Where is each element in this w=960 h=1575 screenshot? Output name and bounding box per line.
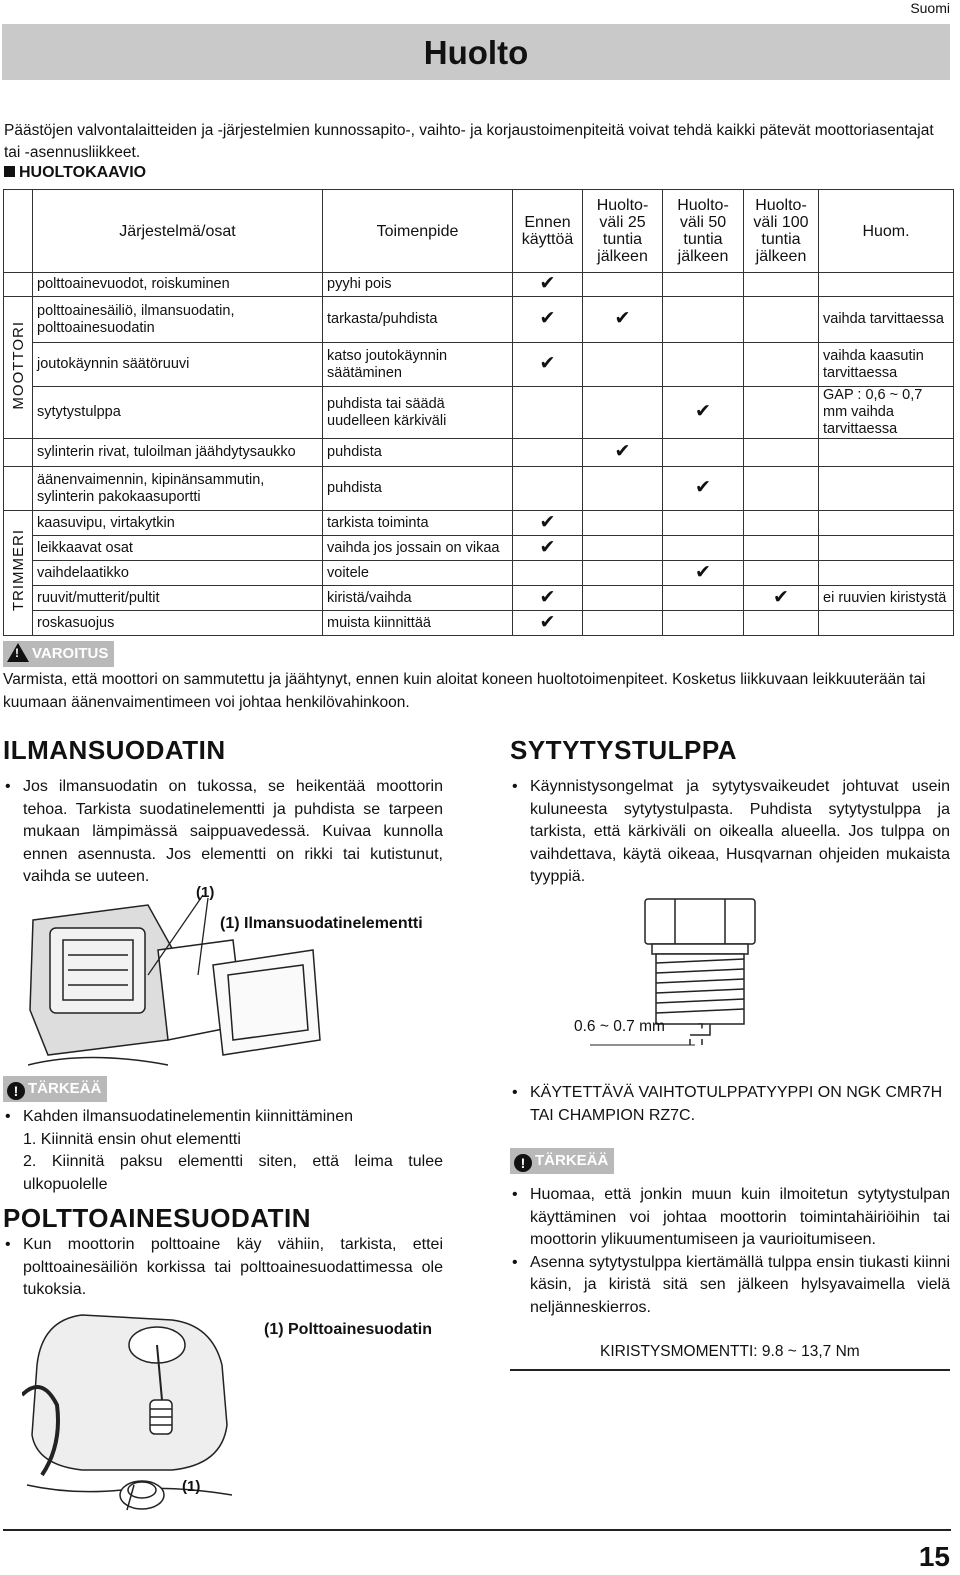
table-row xyxy=(4,536,954,561)
warning-badge xyxy=(3,641,114,667)
table-row xyxy=(4,611,954,636)
table-row xyxy=(4,467,954,511)
footer-divider xyxy=(3,1529,951,1531)
check-mark: ✔ xyxy=(539,308,556,329)
square-bullet-icon xyxy=(4,166,15,177)
check-mark: ✔ xyxy=(614,308,631,329)
torque-divider xyxy=(510,1369,950,1371)
important-body-left xyxy=(3,1106,443,1196)
header-part: Järjestelmä/osat xyxy=(33,190,323,273)
row-part: kaasuvipu, virtakytkin xyxy=(33,511,323,536)
row-note: vaihda kaasutin tarvittaessa xyxy=(819,343,954,387)
table-row xyxy=(4,387,954,439)
row-action: tarkasta/puhdista xyxy=(323,297,513,343)
row-action: muista kiinnittää xyxy=(323,611,513,636)
check-mark: ✔ xyxy=(539,611,556,633)
important-badge-left xyxy=(3,1076,107,1102)
header-blank xyxy=(4,190,33,273)
exclamation-icon: ! xyxy=(7,1082,25,1100)
spark-plug-body xyxy=(510,776,950,889)
air-filter-caption: (1) Ilmansuodatinelementti xyxy=(220,915,423,932)
row-part: polttoainevuodot, roiskuminen xyxy=(33,273,323,297)
check-mark: ✔ xyxy=(539,353,556,374)
row-part: ruuvit/mutterit/pultit xyxy=(33,586,323,611)
row-action: pyyhi pois xyxy=(323,273,513,297)
row-part: äänenvaimennin, kipinänsammutin, sylinterin pakokaasuportti xyxy=(33,467,323,511)
air-filter-heading: ILMANSUODATIN xyxy=(3,735,226,765)
maintenance-schedule-table xyxy=(3,189,954,636)
air-filter-illustration xyxy=(28,880,328,1075)
spark-plug-gap-label: 0.6 ~ 0.7 mm xyxy=(574,1018,665,1035)
row-part: roskasuojus xyxy=(33,611,323,636)
row-part: joutokäynnin säätöruuvi xyxy=(33,343,323,387)
header-interval-25: Huolto-väli 25 tuntia jälkeen xyxy=(583,190,663,273)
header-note: Huom. xyxy=(819,190,954,273)
important-step-1: 1. Kiinnitä ensin ohut elementti xyxy=(23,1130,241,1148)
group-engine-label: MOOTTORI xyxy=(9,320,27,410)
fuel-filter-heading: POLTTOAINESUODATIN xyxy=(3,1203,311,1233)
exclamation-icon: ! xyxy=(514,1154,532,1172)
table-row xyxy=(4,561,954,586)
schedule-heading xyxy=(4,164,146,182)
language-label: Suomi xyxy=(910,0,950,16)
row-note: GAP : 0,6 ~ 0,7 mm vaihda tarvittaessa xyxy=(819,387,954,439)
important-item-right-1: • Huomaa, että jonkin muun kuin ilmoitetun sytytystulpan käyttäminen voi johtaa moottorin toimintahäiriöihin tai moottorin ylikuumentumiseen ja vaurioitumiseen. xyxy=(510,1184,950,1252)
page-title: Huolto xyxy=(423,34,529,71)
row-action: puhdista xyxy=(323,439,513,467)
table-row xyxy=(4,343,954,387)
row-note: vaihda tarvittaessa xyxy=(819,297,954,343)
important-body-right xyxy=(510,1184,950,1319)
row-part: leikkaavat osat xyxy=(33,536,323,561)
check-mark: ✔ xyxy=(695,477,711,498)
table-row xyxy=(4,511,954,536)
group-blank xyxy=(4,273,33,297)
fuel-filter-illustration xyxy=(22,1305,237,1530)
check-mark: ✔ xyxy=(539,273,556,294)
row-action: katso joutokäynnin säätäminen xyxy=(323,343,513,387)
check-mark: ✔ xyxy=(695,401,711,422)
warning-label: VAROITUS xyxy=(32,645,109,662)
warning-triangle-icon: ! xyxy=(7,643,29,662)
intro-text: Päästöjen valvontalaitteiden ja -järjestelmien kunnossapito-, vaihto- ja korjaustoimenpiteitä voivat tehdä kaikki pätevät moottoriasentajat tai -asennusliikkeet. xyxy=(4,122,934,161)
air-filter-body xyxy=(3,776,443,889)
header-interval-50: Huolto-väli 50 tuntia jälkeen xyxy=(663,190,744,273)
fuel-filter-text: • Kun moottorin polttoaine käy vähiin, tarkista, ettei polttoainesäiliön korkissa tai polttoainesuodattimessa ole tukoksia. xyxy=(3,1234,443,1302)
page-number: 15 xyxy=(918,1541,950,1572)
important-label-left: TÄRKEÄÄ xyxy=(28,1080,102,1097)
important-item-right-2: • Asenna sytytystulppa kiertämällä tulppa ensin tiukasti kiinni käsin, ja kiristä sitä sen jälkeen hylsyavaimella vielä neljänneskierros. xyxy=(510,1252,950,1320)
check-mark: ✔ xyxy=(773,586,789,608)
title-bar xyxy=(2,24,950,80)
group-blank xyxy=(4,439,33,467)
spark-plug-type-body xyxy=(510,1082,950,1127)
table-row xyxy=(4,273,954,297)
row-part: sytytystulppa xyxy=(33,387,323,439)
check-mark: ✔ xyxy=(539,536,556,558)
row-action: vaihda jos jossain on vikaa xyxy=(323,536,513,561)
table-row xyxy=(4,439,954,467)
fuel-filter-caption: (1) Polttoainesuodatin xyxy=(264,1321,432,1338)
important-step-2: 2. Kiinnitä paksu elementti siten, että leima tulee ulkopuolelle xyxy=(23,1153,443,1193)
check-mark: ✔ xyxy=(695,561,711,583)
row-action: puhdista tai säädä uudelleen kärkiväli xyxy=(323,387,513,439)
fuel-filter-callout: (1) xyxy=(182,1478,201,1495)
row-part: polttoainesäiliö, ilmansuodatin, polttoainesuodatin xyxy=(33,297,323,343)
table-row xyxy=(4,586,954,611)
check-mark: ✔ xyxy=(539,511,556,533)
torque-spec: KIRISTYSMOMENTTI: 9.8 ~ 13,7 Nm xyxy=(600,1343,860,1360)
row-action: puhdista xyxy=(323,467,513,511)
fuel-filter-body xyxy=(3,1234,443,1302)
important-label-right: TÄRKEÄÄ xyxy=(535,1152,609,1169)
spark-plug-type-note: • KÄYTETTÄVÄ VAIHTOTULPPATYYPPI ON NGK CMR7H TAI CHAMPION RZ7C. xyxy=(510,1082,950,1127)
spark-plug-text: • Käynnistysongelmat ja sytytysvaikeudet johtuvat usein kuluneesta sytytystulpasta. Puhdista sytytystulppa ja tarkista, että kärkiväli on oikealla alueella. Jos tulppa on vaihdettava, käytä oikeaa, Husqvarnan ohjeiden mukaista tyyppiä. xyxy=(510,776,950,889)
spark-plug-heading: SYTYTYSTULPPA xyxy=(510,735,738,765)
check-mark: ✔ xyxy=(614,441,631,462)
group-trimmer-cell xyxy=(4,511,33,636)
important-item-left: • Kahden ilmansuodatinelementin kiinnittäminen xyxy=(3,1106,443,1129)
air-filter-callout: (1) xyxy=(196,884,215,901)
table-row xyxy=(4,297,954,343)
table-header-row xyxy=(4,190,954,273)
row-part: vaihdelaatikko xyxy=(33,561,323,586)
row-action: tarkista toiminta xyxy=(323,511,513,536)
row-action: voitele xyxy=(323,561,513,586)
group-trimmer-label: TRIMMERI xyxy=(9,529,27,612)
warning-text: Varmista, että moottori on sammutettu ja jäähtynyt, ennen kuin aloitat koneen huoltotoimenpiteet. Kosketus liikkuvaan leikkuuterään tai kuumaan äänenvaimentimeen voi johtaa henkilövahinkoon. xyxy=(3,671,926,711)
row-part: sylinterin rivat, tuloilman jäähdytysaukko xyxy=(33,439,323,467)
important-badge-right xyxy=(510,1148,614,1174)
row-note: ei ruuvien kiristystä xyxy=(819,586,954,611)
header-interval-100: Huolto-väli 100 tuntia jälkeen xyxy=(744,190,819,273)
header-action: Toimenpide xyxy=(323,190,513,273)
row-action: kiristä/vaihda xyxy=(323,586,513,611)
schedule-title: HUOLTOKAAVIO xyxy=(19,164,147,181)
header-before-use: Ennen käyttöä xyxy=(513,190,583,273)
group-blank xyxy=(4,467,33,511)
group-engine-cell xyxy=(4,297,33,439)
air-filter-text: • Jos ilmansuodatin on tukossa, se heikentää moottorin tehoa. Tarkista suodatinelementti ja puhdista se tarpeen mukaan lämpimässä saippuavedessä. Kuivaa kunnolla ennen asennusta. Jos elementti on rikki tai kutistunut, vaihda se uuteen. xyxy=(3,776,443,889)
check-mark: ✔ xyxy=(539,586,556,608)
